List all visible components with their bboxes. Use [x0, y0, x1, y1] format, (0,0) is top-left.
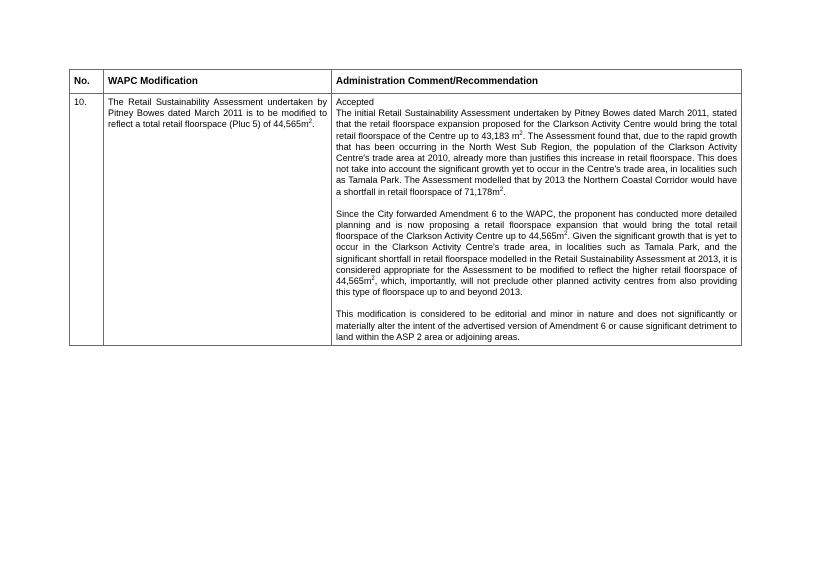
paragraph-1-text-c: .: [503, 186, 506, 197]
modification-text-end: .: [312, 119, 315, 130]
paragraph-2-text-a: Since the City forwarded Amendment 6 to the WAPC, the proponent has conducted more detailed planning and is now proposing a retail floorspace expansion that would bring the total retail floorspace of the Clarkson Activity Centre up to 44,565m: [336, 208, 737, 242]
modification-cell: [104, 94, 332, 346]
superscript: 2: [308, 119, 313, 126]
superscript: 2: [371, 276, 375, 283]
status-accepted: Accepted: [336, 97, 374, 107]
modifications-table: [69, 69, 742, 346]
header-administration-comment: Administration Comment/Recommendation: [332, 70, 742, 94]
comment-cell: [332, 94, 742, 346]
row-number: 10.: [70, 94, 104, 346]
superscript: 2: [564, 231, 568, 238]
superscript: 2: [499, 186, 504, 193]
paragraph-1-text-a: The initial Retail Sustainability Assessment undertaken by Pitney Bowes dated March 2011, stated that the retail floorspace expansion proposed for the Clarkson Activity Centre would bring the total retail floorspace of the Centre up to 43,183 m: [336, 108, 737, 141]
header-no: No.: [70, 70, 104, 94]
table-row: [70, 94, 742, 346]
comment-paragraph-2: [336, 209, 737, 299]
table-header-row: [70, 70, 742, 94]
comment-paragraph-1: [336, 108, 737, 198]
comment-paragraph-3: This modification is considered to be editorial and minor in nature and does not significantly or materially alter the intent of the advertised version of Amendment 6 or cause significant detriment to land within the ASP 2 area or adjoining areas.: [336, 309, 737, 342]
paragraph-1-text-b: . The Assessment found that, due to the rapid growth that has been occurring in the North West Sub Region, the population of the Clarkson Activity Centre's trade area at 2010, already more than justifies this increase in retail floorspace. This does not take into account the significant growth yet to occur in the Centre's trade area, in localities such as Tamala Park. The Assessment modelled that by 2013 the Northern Coastal Corridor would have a shortfall in retail floorspace of 71,178m: [336, 130, 737, 197]
paragraph-2-text-b: . Given the significant growth that is yet to occur in the Clarkson Activity Centre's trade area, in localities such as Tamala Park, and the significant shortfall in retail floorspace modelled in the Retail Sustainability Assessment at 2013, it is considered appropriate for the Assessment to be modified to reflect the higher retail floorspace of 44,565m: [336, 231, 737, 287]
modification-text: The Retail Sustainability Assessment undertaken by Pitney Bowes dated March 2011 is to be modified to reflect a total retail floorspace (Pluc 5) of 44,565m: [108, 97, 327, 130]
header-wapc-modification: WAPC Modification: [104, 70, 332, 94]
superscript: 2: [519, 130, 523, 137]
paragraph-2-text-c: , which, importantly, will not preclude other planned activity centres from also providing this type of floorspace up to and beyond 2013.: [336, 276, 737, 298]
